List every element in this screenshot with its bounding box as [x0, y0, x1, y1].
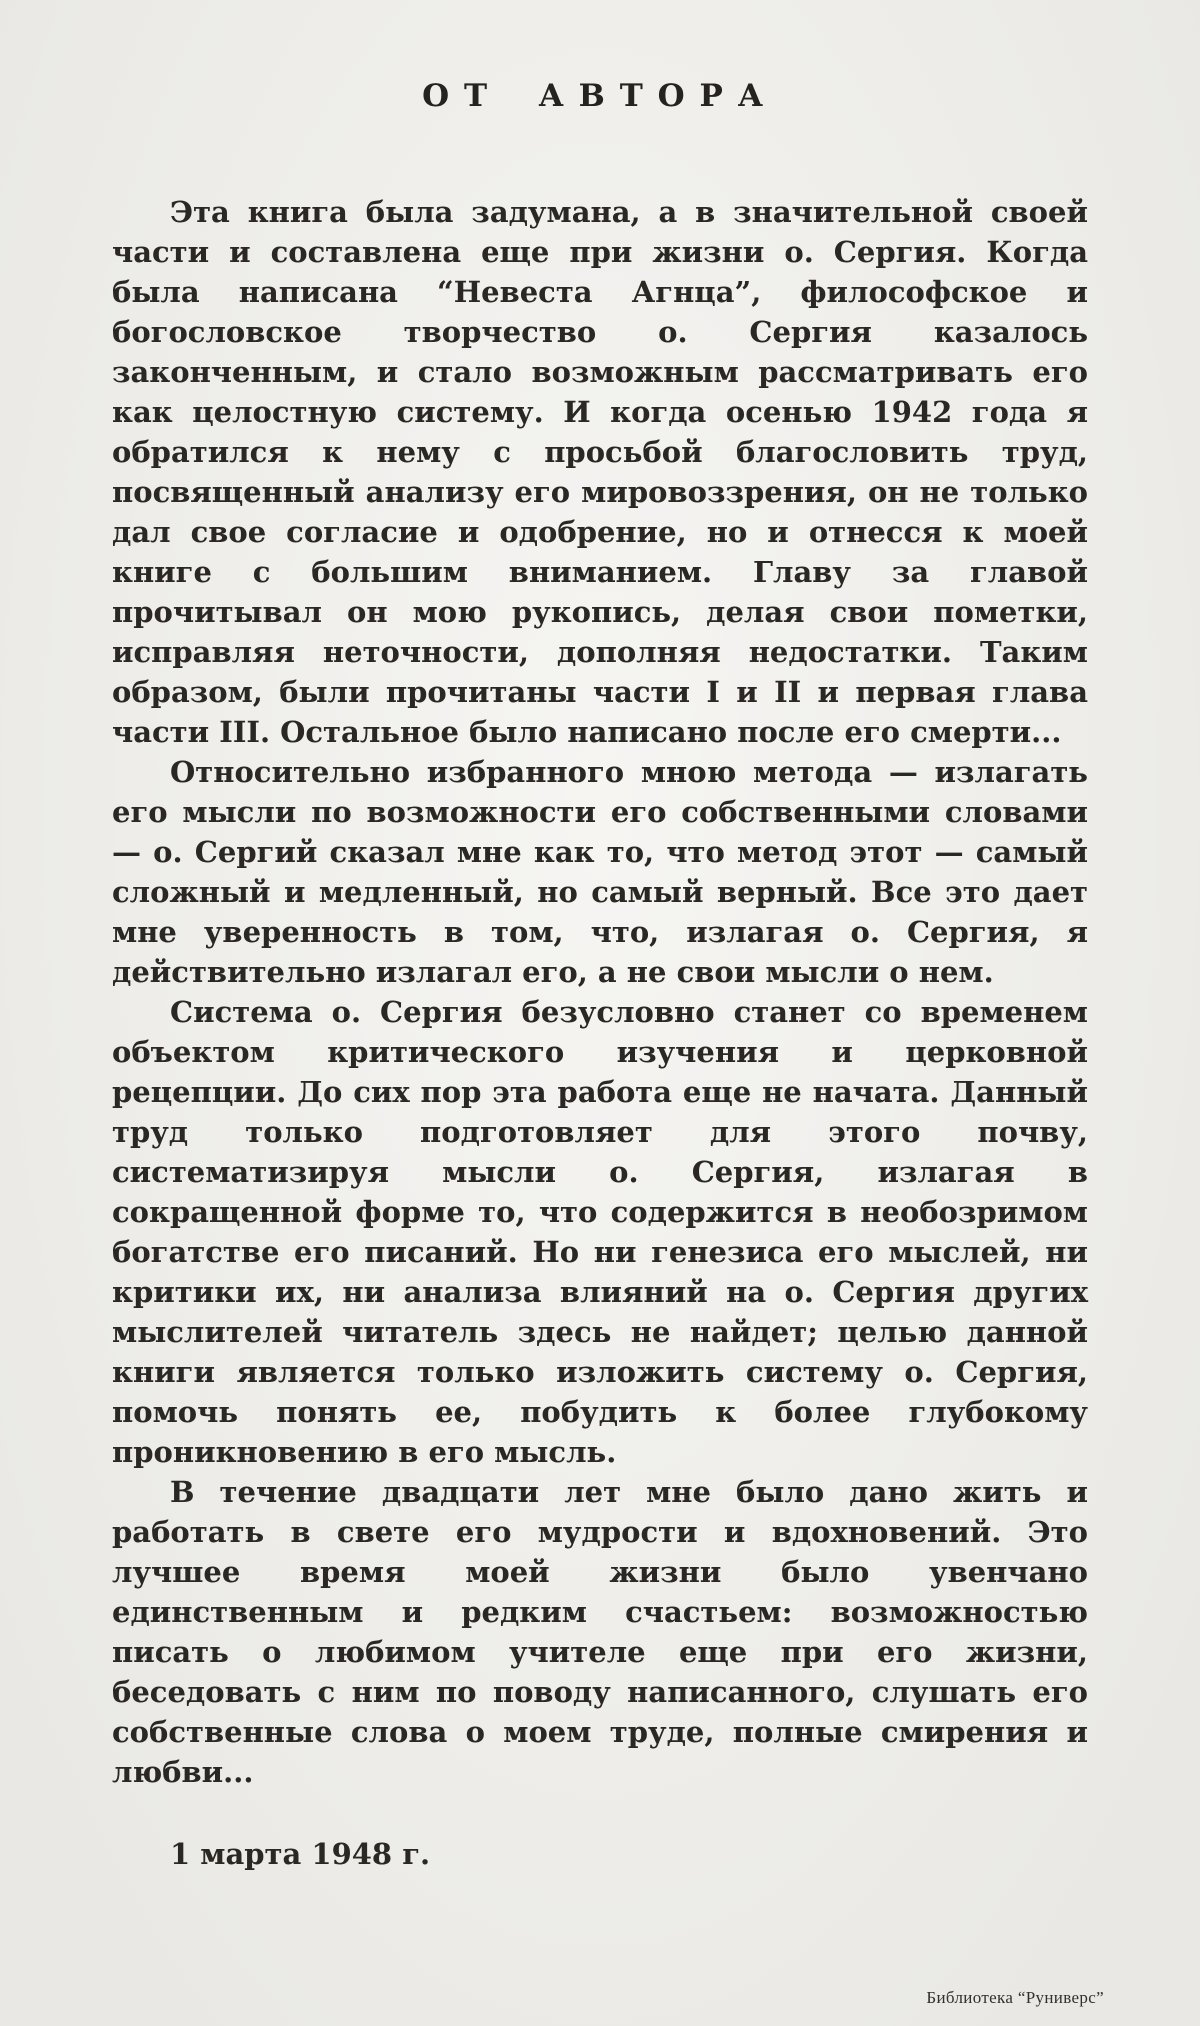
text-block: [112, 192, 1088, 1874]
paragraph-3: Система о. Сергия безусловно станет со временем объектом критического изучения и церковной рецепции. До сих пор эта работа еще не начата. Данный труд только подготовляет для этого почву, систематизируя мысли о. Сергия, излагая в сокращенной форме то, что содержится в необозримом богатстве его писаний. Но ни генезиса его мыслей, ни критики их, ни анализа влияний на о. Сергия других мыслителей читатель здесь не найдет; целью данной книги является только изложить систему о. Сергия, помочь понять ее, побудить к более глубокому проникновению в его мысль.: [112, 995, 1088, 1469]
paragraph-4: В течение двадцати лет мне было дано жить и работать в свете его мудрости и вдохновений. Это лучшее время моей жизни было увенчано единственным и редким счастьем: возможностью писать о любимом учителе еще при его жизни, беседовать с ним по поводу написанного, слушать его собственные слова о моем труде, полные смирения и любви...: [112, 1475, 1088, 1789]
page-title: ОТ АВТОРА: [422, 78, 778, 114]
paragraph-2: Относительно избранного мною метода — излагать его мысли по возможности его собственными словами — о. Сергий сказал мне как то, что метод этот — самый сложный и медленный, но самый верный. Все это дает мне уверенность в том, что, излагая о. Сергия, я действительно излагал его, а не свои мысли о нем.: [112, 755, 1088, 989]
paragraph-1: Эта книга была задумана, а в значительной своей части и составлена еще при жизни о. Сергия. Когда была написана “Невеста Агнца”, философское и богословское творчество о. Сергия казалось законченным, и стало возможным рассматривать его как целостную систему. И когда осенью 1942 года я обратился к нему с просьбой благословить труд, посвященный анализу его мировоззрения, он не только дал свое согласие и одобрение, но и отнесся к моей книге с большим вниманием. Главу за главой прочитывал он мою рукопись, делая свои пометки, исправляя неточности, дополняя недостатки. Таким образом, были прочитаны части I и II и первая глава части III. Остальное было написано после его смерти...: [112, 195, 1088, 749]
library-watermark: Библиотека “Руниверс”: [926, 1988, 1104, 2007]
date-line: 1 марта 1948 г.: [170, 1837, 431, 1871]
